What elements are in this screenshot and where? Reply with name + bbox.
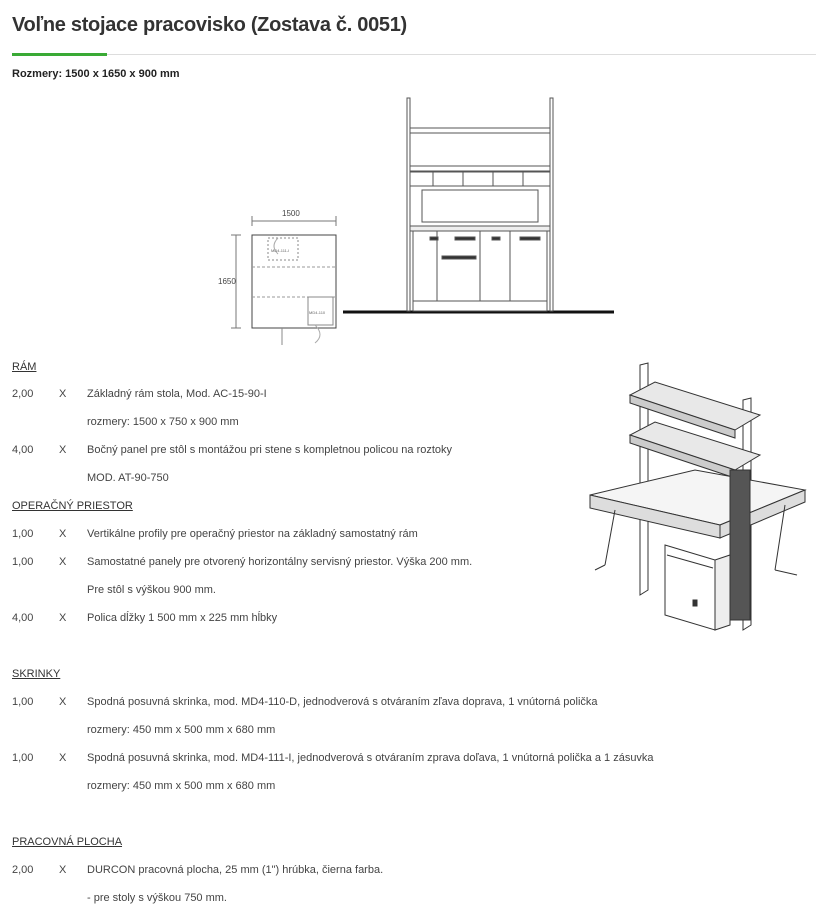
item-desc: DURCON pracovná plocha, 25 mm (1") hrúbka, čierna farba. bbox=[87, 864, 384, 876]
plan-cabinet-label-2: MD4-110 bbox=[309, 310, 326, 315]
plan-cabinet-label-1: MD4-111-I bbox=[271, 248, 290, 253]
front-elevation bbox=[343, 98, 614, 312]
item-detail: Pre stôl s výškou 900 mm. bbox=[87, 584, 216, 596]
item-qty: 1,00 bbox=[12, 528, 34, 540]
section-title-pracovna-plocha: PRACOVNÁ PLOCHA bbox=[12, 836, 123, 848]
item-desc: Základný rám stola, Mod. AC-15-90-I bbox=[87, 388, 267, 400]
technical-drawing bbox=[0, 90, 839, 350]
item-desc: Vertikálne profily pre operačný priestor na základný samostatný rám bbox=[87, 528, 418, 540]
plan-view bbox=[231, 216, 336, 345]
item-detail: rozmery: 450 mm x 500 mm x 680 mm bbox=[87, 780, 276, 792]
item-qty: 2,00 bbox=[12, 864, 34, 876]
item-desc: Spodná posuvná skrinka, mod. MD4-110-D, jednodverová s otváraním zľava doprava, 1 vnútorná polička bbox=[87, 696, 598, 708]
item-desc: Bočný panel pre stôl s montážou pri stene s kompletnou policou na roztoky bbox=[87, 444, 453, 456]
item-x: X bbox=[59, 752, 67, 764]
item-desc: Spodná posuvná skrinka, mod. MD4-111-I, jednodverová s otváraním zprava doľava, 1 vnútorná polička a 1 zásuvka bbox=[87, 752, 654, 764]
section-title-skrinky: SKRINKY bbox=[12, 668, 61, 680]
page-title: Voľne stojace pracovisko (Zostava č. 0051) bbox=[12, 14, 407, 36]
title-accent bbox=[12, 53, 107, 56]
item-qty: 1,00 bbox=[12, 752, 34, 764]
item-x: X bbox=[59, 864, 67, 876]
item-x: X bbox=[59, 612, 67, 624]
item-detail: MOD. AT-90-750 bbox=[87, 472, 169, 484]
item-qty: 4,00 bbox=[12, 612, 34, 624]
item-x: X bbox=[59, 444, 67, 456]
dimensions-text: Rozmery: 1500 x 1650 x 900 mm bbox=[12, 68, 180, 80]
item-detail: rozmery: 1500 x 750 x 900 mm bbox=[87, 416, 239, 428]
item-x: X bbox=[59, 556, 67, 568]
item-desc: Polica dĺžky 1 500 mm x 225 mm hĺbky bbox=[87, 612, 278, 624]
item-qty: 4,00 bbox=[12, 444, 34, 456]
item-x: X bbox=[59, 528, 67, 540]
item-desc: Samostatné panely pre otvorený horizontálny servisný priestor. Výška 200 mm. bbox=[87, 556, 473, 568]
isometric-drawing bbox=[585, 360, 810, 635]
item-qty: 2,00 bbox=[12, 388, 34, 400]
item-x: X bbox=[59, 388, 67, 400]
plan-height-label: 1650 bbox=[218, 277, 236, 286]
plan-width-label: 1500 bbox=[282, 209, 300, 218]
item-qty: 1,00 bbox=[12, 696, 34, 708]
title-bar bbox=[12, 14, 816, 55]
section-title-operacny-priestor: OPERAČNÝ PRIESTOR bbox=[12, 500, 133, 512]
section-title-ram: RÁM bbox=[12, 361, 37, 373]
item-x: X bbox=[59, 696, 67, 708]
item-detail: - pre stoly s výškou 750 mm. bbox=[87, 892, 227, 904]
item-qty: 1,00 bbox=[12, 556, 34, 568]
item-detail: rozmery: 450 mm x 500 mm x 680 mm bbox=[87, 724, 276, 736]
